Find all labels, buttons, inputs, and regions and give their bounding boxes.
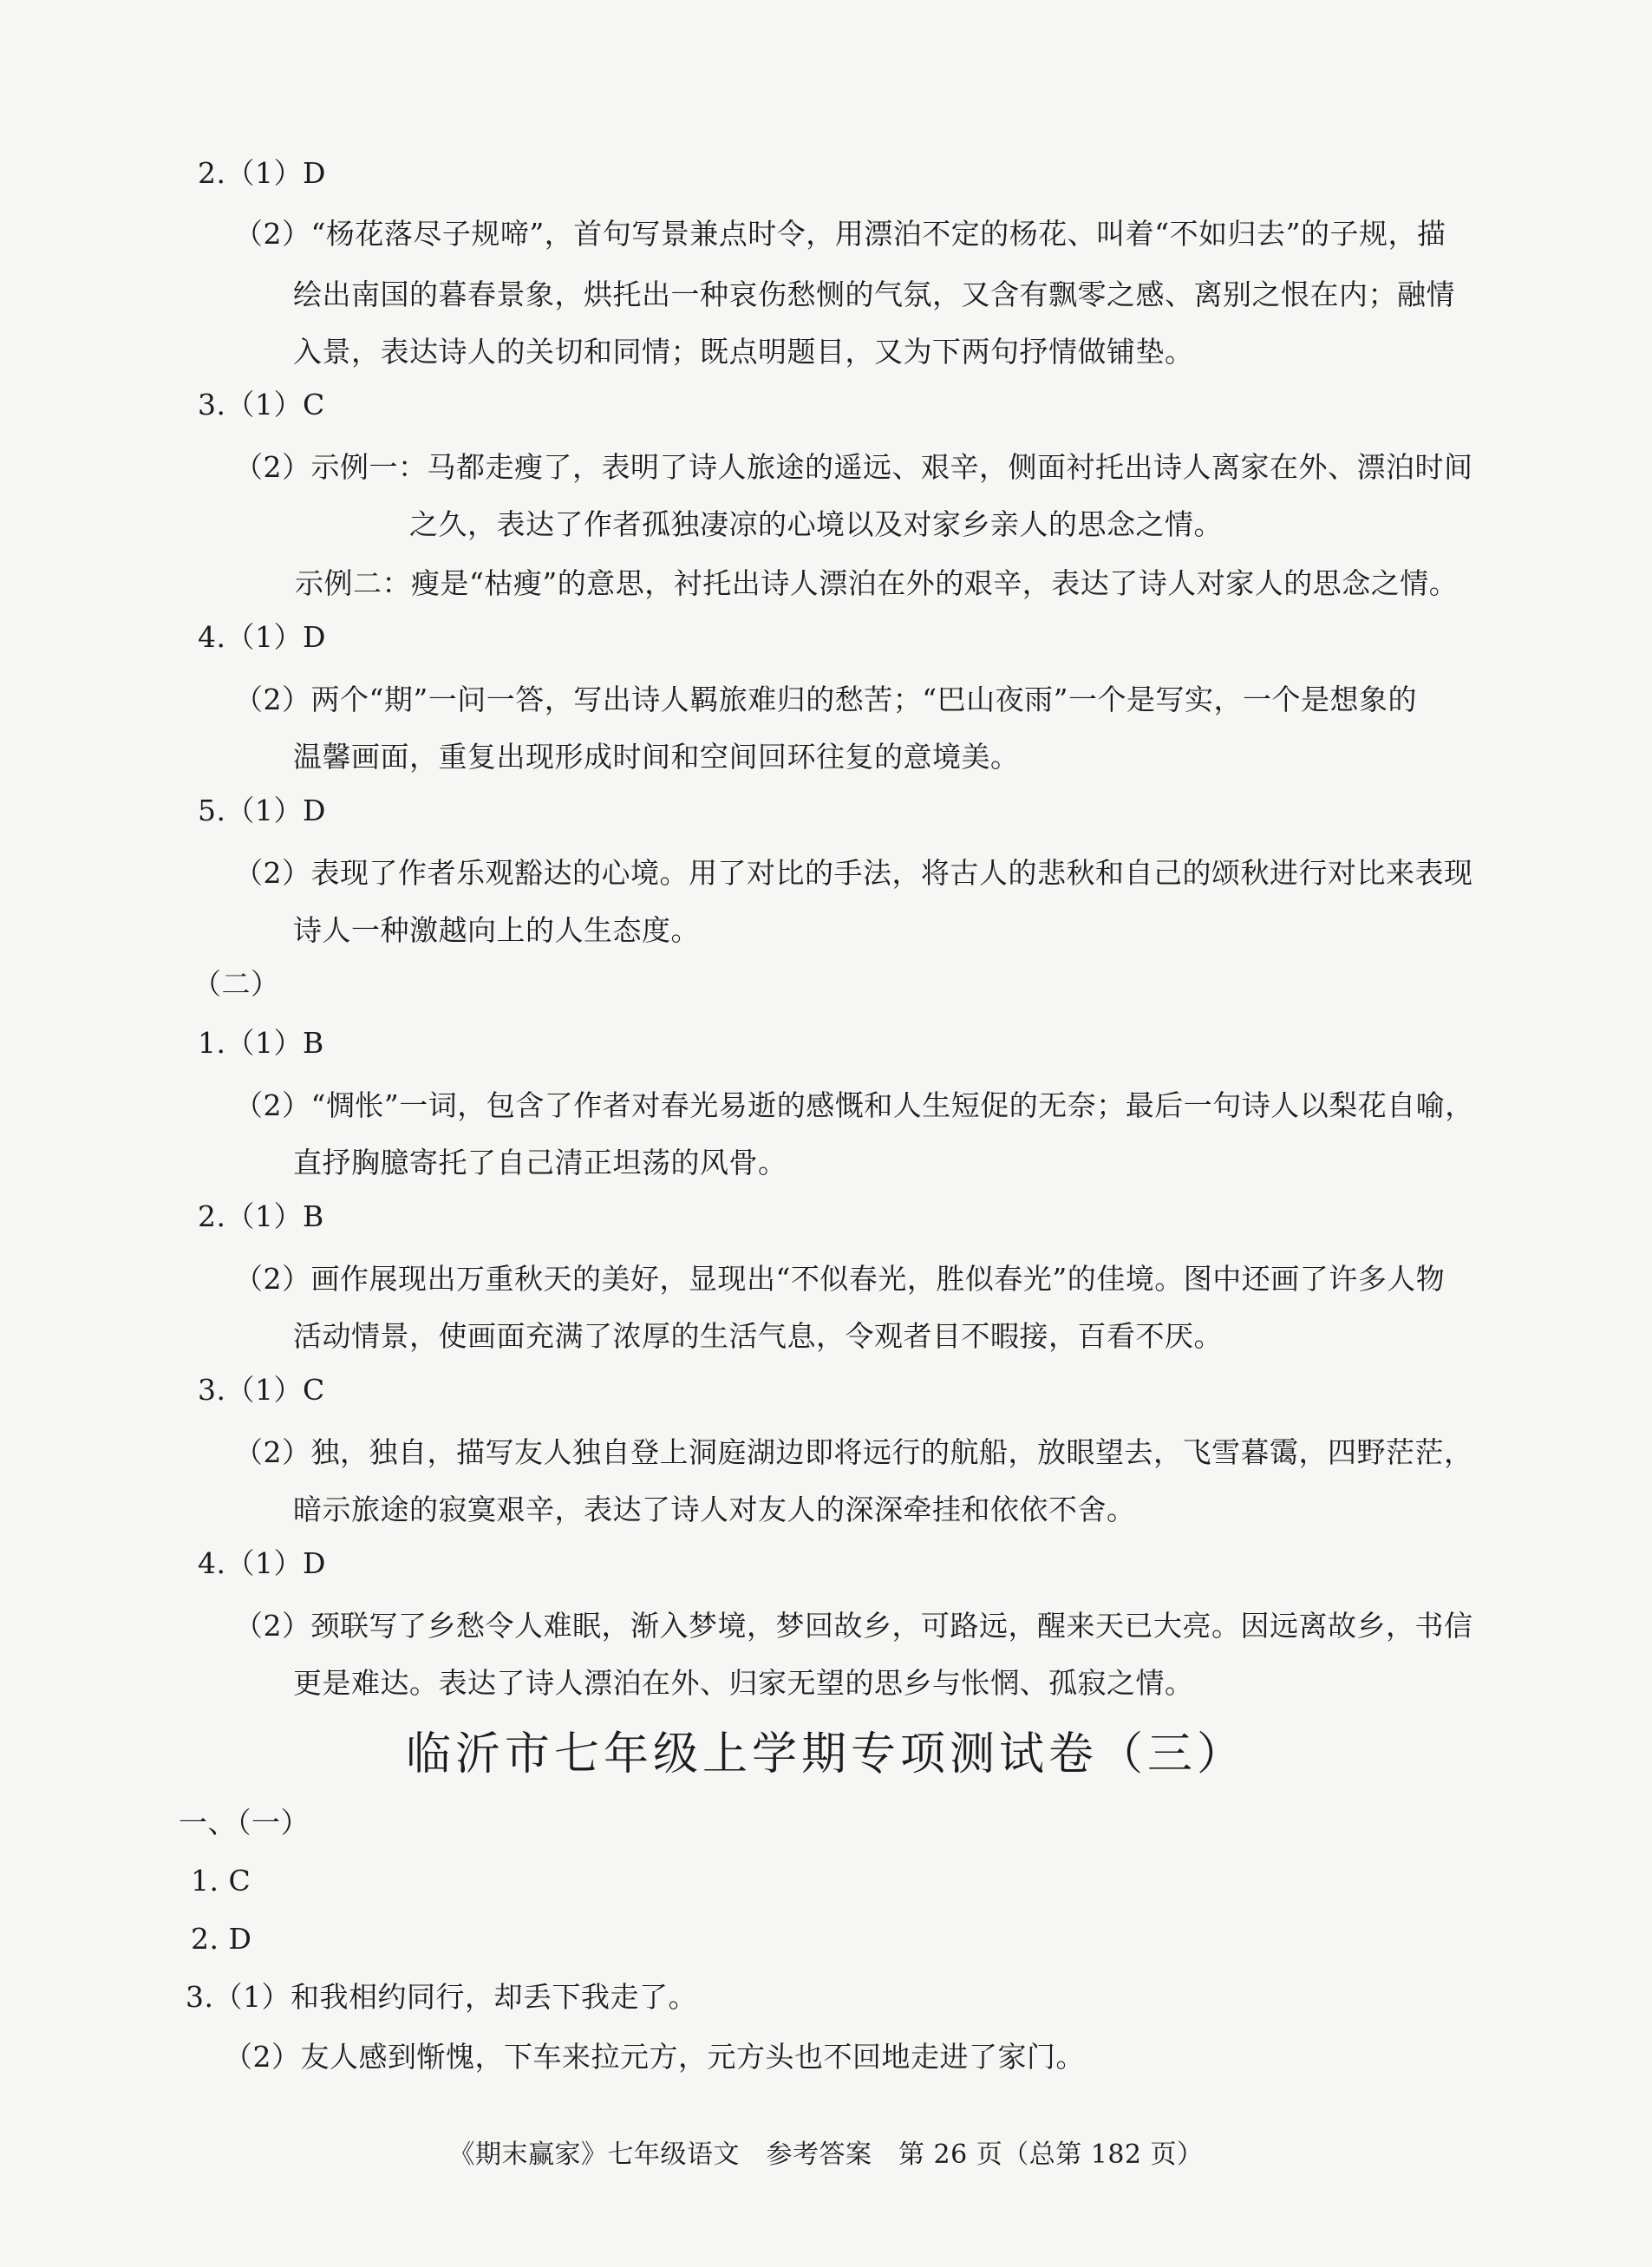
answer-line: 入景，表达诗人的关切和同情；既点明题目，又为下两句抒情做铺垫。 [293, 335, 1194, 369]
answer-line: （2）两个“期”一问一答，写出诗人羁旅难归的愁苦；“巴山夜雨”一个是写实，一个是想象的 [234, 683, 1417, 716]
answer-line: 2.（1）B [198, 1199, 324, 1233]
answer-line: 3.（1）和我相约同行，却丢下我走了。 [186, 1980, 697, 2014]
answer-line: 示例二：瘦是“枯瘦”的意思，衬托出诗人漂泊在外的艰辛，表达了诗人对家人的思念之情。 [295, 566, 1459, 600]
answer-line: 更是难达。表达了诗人漂泊在外、归家无望的思乡与怅惘、孤寂之情。 [293, 1666, 1194, 1700]
answer-line: （二） [193, 967, 280, 1001]
answer-line: （2）示例一：马都走瘦了，表明了诗人旅途的遥远、艰辛，侧面衬托出诗人离家在外、漂泊时间 [234, 450, 1473, 484]
answer-line: （2）“惆怅”一词，包含了作者对春光易逝的感慨和人生短促的无奈；最后一句诗人以梨花自喻， [234, 1088, 1474, 1122]
answer-line: （2）“杨花落尽子规啼”，首句写景兼点时令，用漂泊不定的杨花、叫着“不如归去”的子规，描 [234, 217, 1446, 251]
answer-line: 之久，表达了作者孤独凄凉的心境以及对家乡亲人的思念之情。 [409, 507, 1223, 541]
answer-line: 温馨画面，重复出现形成时间和空间回环往复的意境美。 [293, 740, 1020, 774]
answer-line: （2）颈联写了乡愁令人难眠，渐入梦境，梦回故乡，可路远，醒来天已大亮。因远离故乡，书信 [234, 1609, 1473, 1643]
answer-line: 绘出南国的暮春景象，烘托出一种哀伤愁恻的气氛，又含有飘零之感、离别之恨在内；融情 [293, 278, 1455, 311]
answer-line: 4.（1）D [198, 620, 326, 654]
answer-line: （2）友人感到惭愧，下车来拉元方，元方头也不回地走进了家门。 [224, 2040, 1085, 2074]
answer-line: 3.（1）C [198, 1373, 325, 1407]
answer-line: 1.（1）B [198, 1026, 324, 1060]
answer-line: 一、（一） [179, 1806, 310, 1839]
answer-line: 5.（1）D [198, 794, 326, 827]
answer-line: 4.（1）D [198, 1546, 326, 1580]
answer-line: 直抒胸臆寄托了自己清正坦荡的风骨。 [293, 1146, 787, 1179]
section-title: 临沂市七年级上学期专项测试卷（三） [405, 1728, 1246, 1780]
answer-line: （2）画作展现出万重秋天的美好，显现出“不似春光，胜似春光”的佳境。图中还画了许多人物 [234, 1262, 1446, 1296]
answer-line: 3.（1）C [198, 388, 325, 421]
answer-line: （2）表现了作者乐观豁达的心境。用了对比的手法，将古人的悲秋和自己的颂秋进行对比来表现 [234, 856, 1473, 890]
answer-line: （2）独，独自，描写友人独自登上洞庭湖边即将远行的航船，放眼望去，飞雪暮霭，四野茫茫， [234, 1435, 1473, 1469]
answer-line: 2.（1）D [198, 156, 326, 190]
answer-line: 诗人一种激越向上的人生态度。 [293, 913, 700, 947]
answer-line: 1. C [191, 1864, 251, 1898]
answer-line: 暗示旅途的寂寞艰辛，表达了诗人对友人的深深牵挂和依依不舍。 [293, 1493, 1136, 1526]
answer-line: 2. D [191, 1922, 252, 1956]
page-footer: 《期末赢家》七年级语文 参考答案 第 26 页（总第 182 页） [448, 2140, 1204, 2170]
answer-line: 活动情景，使画面充满了浓厚的生活气息，令观者目不暇接，百看不厌。 [293, 1319, 1223, 1353]
